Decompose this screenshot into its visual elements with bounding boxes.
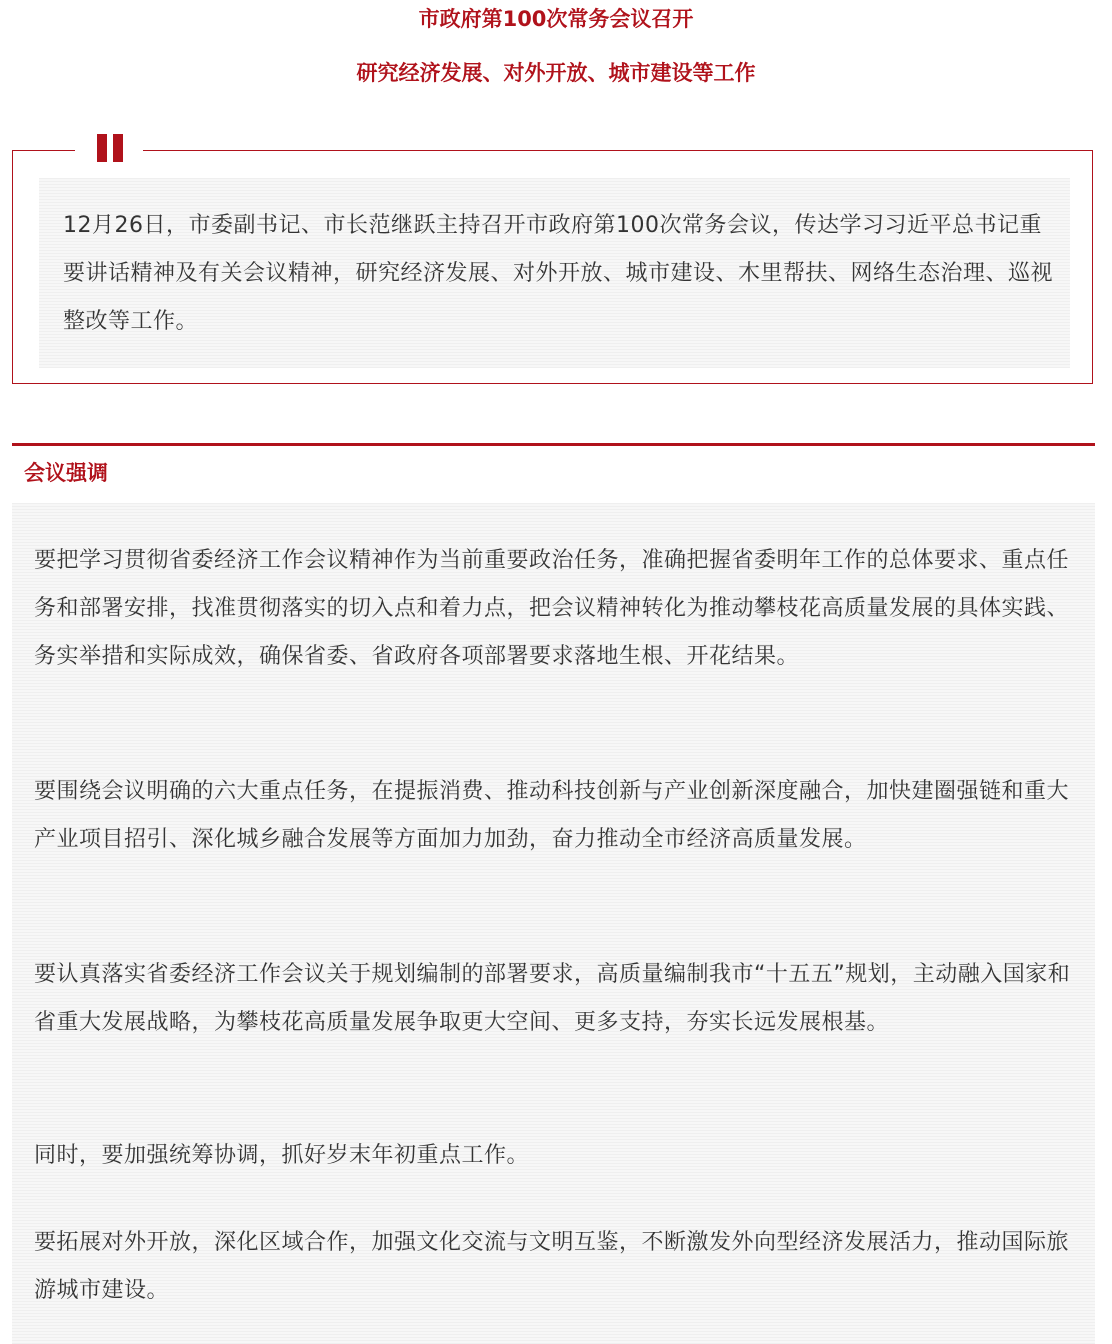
section-paragraph: 要拓展对外开放，深化区域合作，加强文化交流与文明互鉴，不断激发外向型经济发展活力，推动国际旅游城市建设。 — [34, 1230, 1070, 1303]
section-header — [12, 446, 1095, 501]
pause-bar-right — [113, 134, 123, 162]
article-subtitle: 研究经济发展、对外开放、城市建设等工作 — [356, 61, 756, 85]
intro-box — [12, 150, 1093, 384]
section-body — [12, 503, 1095, 1344]
section-paragraph: 要围绕会议明确的六大重点任务，在提振消费、推动科技创新与产业创新深度融合，加快建圈强链和重大产业项目招引、深化城乡融合发展等方面加力加劲，奋力推动全市经济高质量发展。 — [34, 779, 1070, 852]
meeting-emphasis-section — [12, 443, 1095, 1344]
pause-bar-left — [97, 134, 107, 162]
intro-text-panel — [39, 178, 1070, 368]
section-paragraph: 要把学习贯彻省委经济工作会议精神作为当前重要政治任务，准确把握省委明年工作的总体要求、重点任务和部署安排，找准贯彻落实的切入点和着力点，把会议精神转化为推动攀枝花高质量发展的具体实践、务实举措和实际成效，确保省委、省政府各项部署要求落地生根、开花结果。 — [34, 548, 1070, 669]
section-title: 会议强调 — [24, 461, 108, 485]
intro-paragraph: 12月26日，市委副书记、市长范继跃主持召开市政府第100次常务会议，传达学习习近平总书记重要讲话精神及有关会议精神，研究经济发展、对外开放、城市建设、木里帮扶、网络生态治理、巡视整改等工作。 — [63, 213, 1054, 334]
pause-bars-icon — [85, 134, 125, 162]
article-title: 市政府第100次常务会议召开 — [418, 7, 694, 31]
section-paragraph: 同时，要加强统筹协调，抓好岁末年初重点工作。 — [34, 1143, 530, 1168]
section-paragraph: 要认真落实省委经济工作会议关于规划编制的部署要求，高质量编制我市“十五五”规划，主动融入国家和省重大发展战略，为攀枝花高质量发展争取更大空间、更多支持，夯实长远发展根基。 — [34, 962, 1071, 1035]
